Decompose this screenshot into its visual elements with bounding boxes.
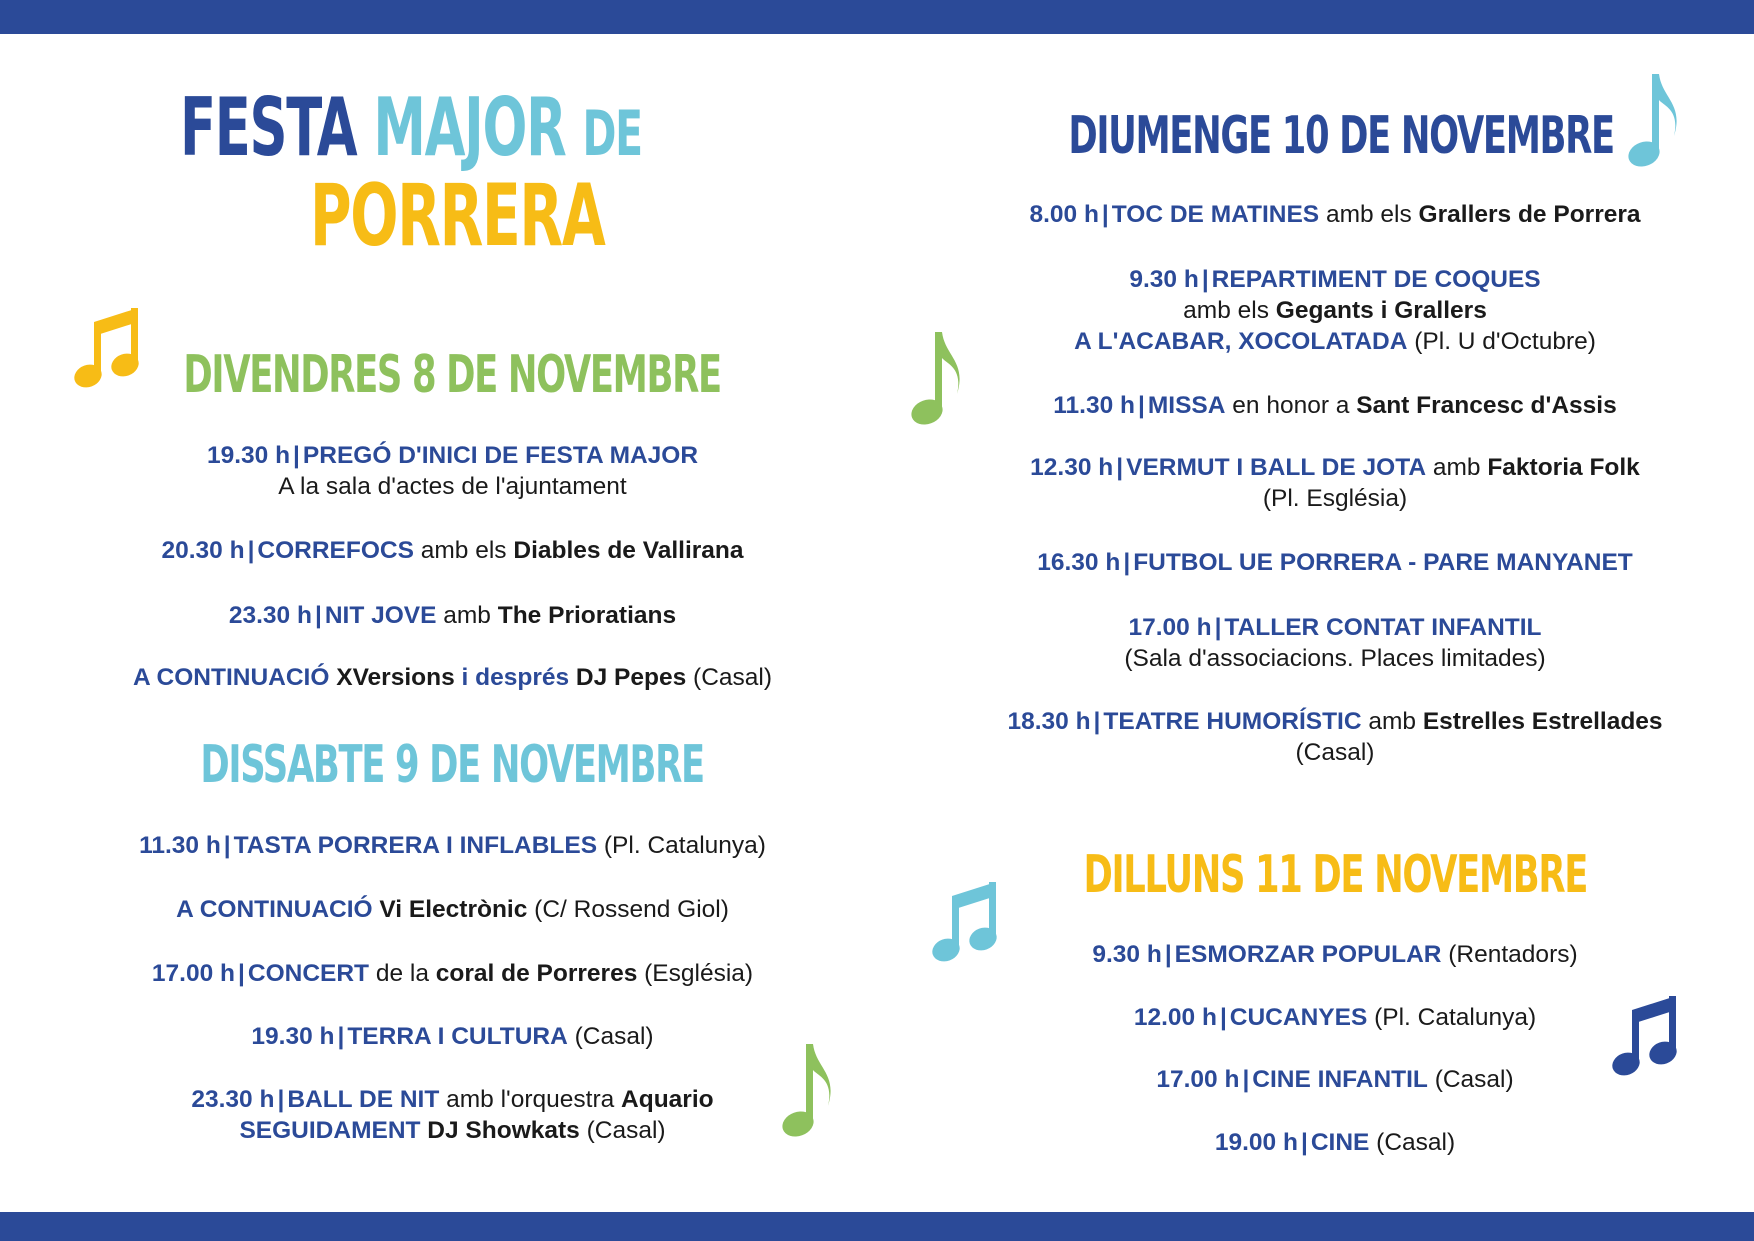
day-heading-monday: DILLUNS 11 DE NOVEMBRE bbox=[1083, 845, 1587, 905]
event-item: 12.00 h | CUCANYES (Pl. Catalunya) bbox=[1133, 1004, 1537, 1031]
day-heading-sunday: DIUMENGE 10 DE NOVEMBRE bbox=[1068, 106, 1614, 166]
event-item: 19.30 h | TERRA I CULTURA (Casal) bbox=[251, 1023, 654, 1050]
event-item: 11.30 h | MISSA en honor a Sant Francesc d'Assis bbox=[1053, 392, 1617, 419]
event-item: A CONTINUACIÓ XVersions i després DJ Pepes (Casal) bbox=[132, 664, 773, 691]
title-word-major: MAJOR bbox=[373, 81, 566, 174]
event-item: 8.00 h | TOC DE MATINES amb els Grallers de Porrera bbox=[1029, 201, 1641, 228]
event-item: 16.30 h | FUTBOL UE PORRERA - PARE MANYANET bbox=[1037, 549, 1633, 576]
event-item: 9.30 h | REPARTIMENT DE COQUES amb els Gegants i Grallers A L'ACABAR, XOCOLATADA (Pl. U d'Octubre) bbox=[1074, 266, 1596, 355]
beamed-notes-icon bbox=[930, 876, 1002, 966]
event-item: 17.00 h | CONCERT de la coral de Porreres (Església) bbox=[151, 960, 754, 987]
event-item: 11.30 h | TASTA PORRERA I INFLABLES (Pl. Catalunya) bbox=[139, 832, 766, 859]
title-word-de: DE bbox=[582, 97, 642, 170]
day-heading-friday: DIVENDRES 8 DE NOVEMBRE bbox=[183, 345, 722, 405]
left-column bbox=[40, 0, 865, 1241]
event-item: 17.00 h | TALLER CONTAT INFANTIL (Sala d'associacions. Places limitades) bbox=[1124, 614, 1546, 672]
event-item: 12.30 h | VERMUT I BALL DE JOTA amb Faktoria Folk (Pl. Església) bbox=[1030, 454, 1640, 512]
event-item: 23.30 h | BALL DE NIT amb l'orquestra Aquario SEGUIDAMENT DJ Showkats (Casal) bbox=[191, 1086, 714, 1144]
event-item: 9.30 h | ESMORZAR POPULAR (Rentadors) bbox=[1092, 941, 1578, 968]
beamed-notes-icon bbox=[1610, 990, 1682, 1080]
eighth-note-icon bbox=[1622, 70, 1682, 170]
day-heading-saturday: DISSABTE 9 DE NOVEMBRE bbox=[200, 735, 705, 795]
event-item: 18.30 h | TEATRE HUMORÍSTIC amb Estrelles Estrellades (Casal) bbox=[1007, 708, 1663, 766]
eighth-note-icon bbox=[776, 1040, 836, 1140]
event-item: 20.30 h | CORREFOCS amb els Diables de Vallirana bbox=[161, 537, 744, 564]
beamed-notes-icon bbox=[72, 302, 144, 392]
event-item: 19.00 h | CINE (Casal) bbox=[1214, 1129, 1456, 1156]
event-item: 23.30 h | NIT JOVE amb The Prioratians bbox=[228, 602, 677, 629]
event-item: 19.30 h | PREGÓ D'INICI DE FESTA MAJOR A la sala d'actes de l'ajuntament bbox=[206, 442, 699, 500]
title-word-porrera: PORRERA bbox=[310, 166, 605, 266]
event-item: 17.00 h | CINE INFANTIL (Casal) bbox=[1156, 1066, 1514, 1093]
eighth-note-icon bbox=[905, 328, 965, 428]
title-word-festa: FESTA bbox=[180, 81, 357, 174]
event-item: A CONTINUACIÓ Vi Electrònic (C/ Rossend Giol) bbox=[176, 896, 729, 923]
